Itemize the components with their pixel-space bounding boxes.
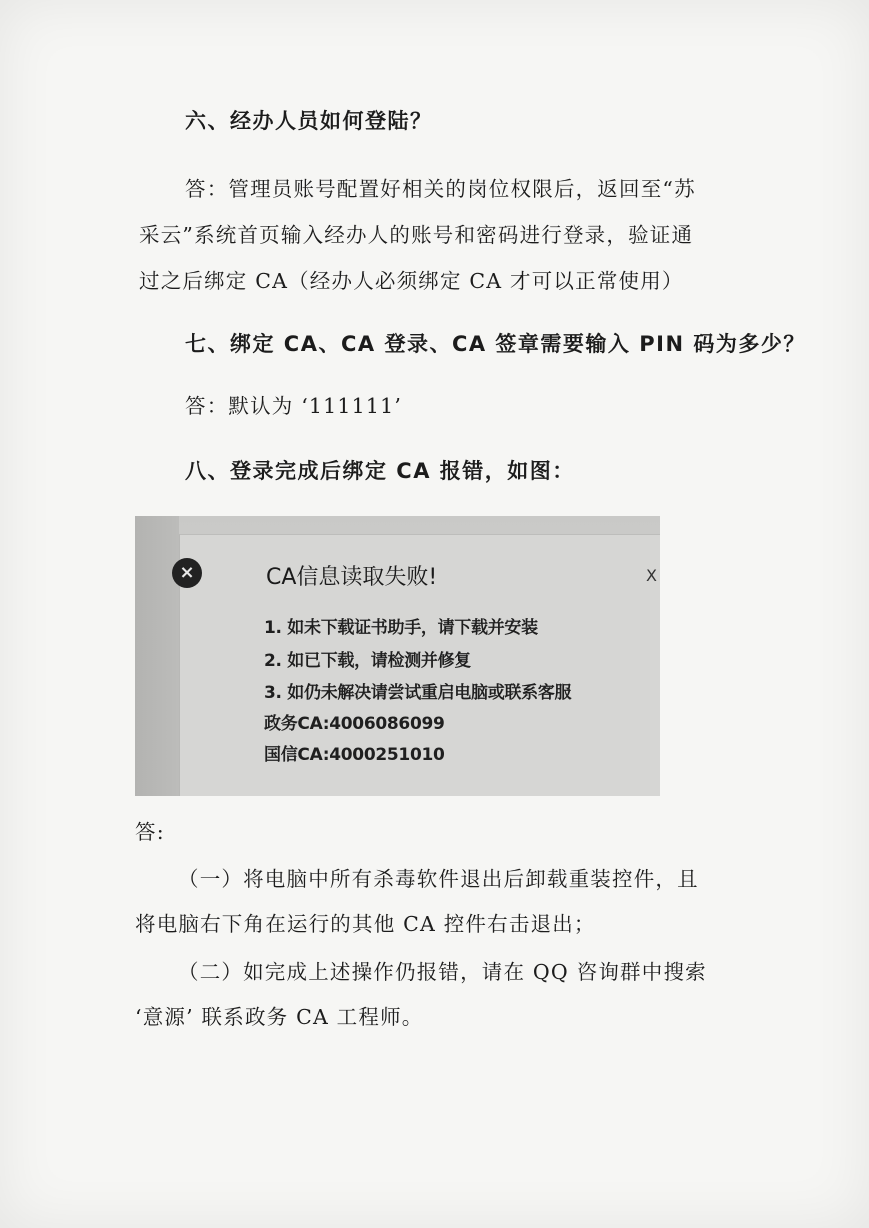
section8-step1-line1: （一）将电脑中所有杀毒软件退出后卸载重装控件，且 [178, 867, 699, 891]
dialog-title: CA信息读取失败! [266, 565, 438, 590]
section7-heading: 七、绑定 CA、CA 登录、CA 签章需要输入 PIN 码为多少？ [185, 332, 806, 356]
dialog-close-icon: X [646, 566, 657, 585]
section6-heading: 六、经办人员如何登陆？ [185, 109, 433, 133]
dialog-line-1: 1. 如未下载证书助手，请下载并安装 [264, 618, 538, 638]
section7-answer: 答：默认为 ‘111111’ [185, 394, 403, 418]
dialog-line-5: 国信CA:4000251010 [264, 745, 445, 765]
section6-answer-line3: 过之后绑定 CA（经办人必须绑定 CA 才可以正常使用） [139, 269, 684, 293]
section6-answer-line2: 采云”系统首页输入经办人的账号和密码进行登录，验证通 [139, 223, 694, 247]
dialog-background-strip [135, 516, 179, 796]
dialog-line-4: 政务CA:4006086099 [264, 714, 445, 734]
section8-heading: 八、登录完成后绑定 CA 报错，如图： [185, 459, 575, 483]
section8-step2-line1: （二）如完成上述操作仍报错，请在 QQ 咨询群中搜索 [178, 960, 707, 984]
section6-answer-line1: 答：管理员账号配置好相关的岗位权限后，返回至“苏 [185, 177, 696, 201]
error-x-icon: × [172, 558, 202, 588]
section8-step1-line2: 将电脑右下角在运行的其他 CA 控件右击退出； [135, 912, 596, 936]
section8-step2-line2: ‘意源’ 联系政务 CA 工程师。 [135, 1005, 424, 1029]
section8-answer-label: 答: [135, 820, 165, 844]
dialog-line-3: 3. 如仍未解决请尝试重启电脑或联系客服 [264, 683, 572, 703]
dialog-line-2: 2. 如已下载，请检测并修复 [264, 651, 472, 671]
